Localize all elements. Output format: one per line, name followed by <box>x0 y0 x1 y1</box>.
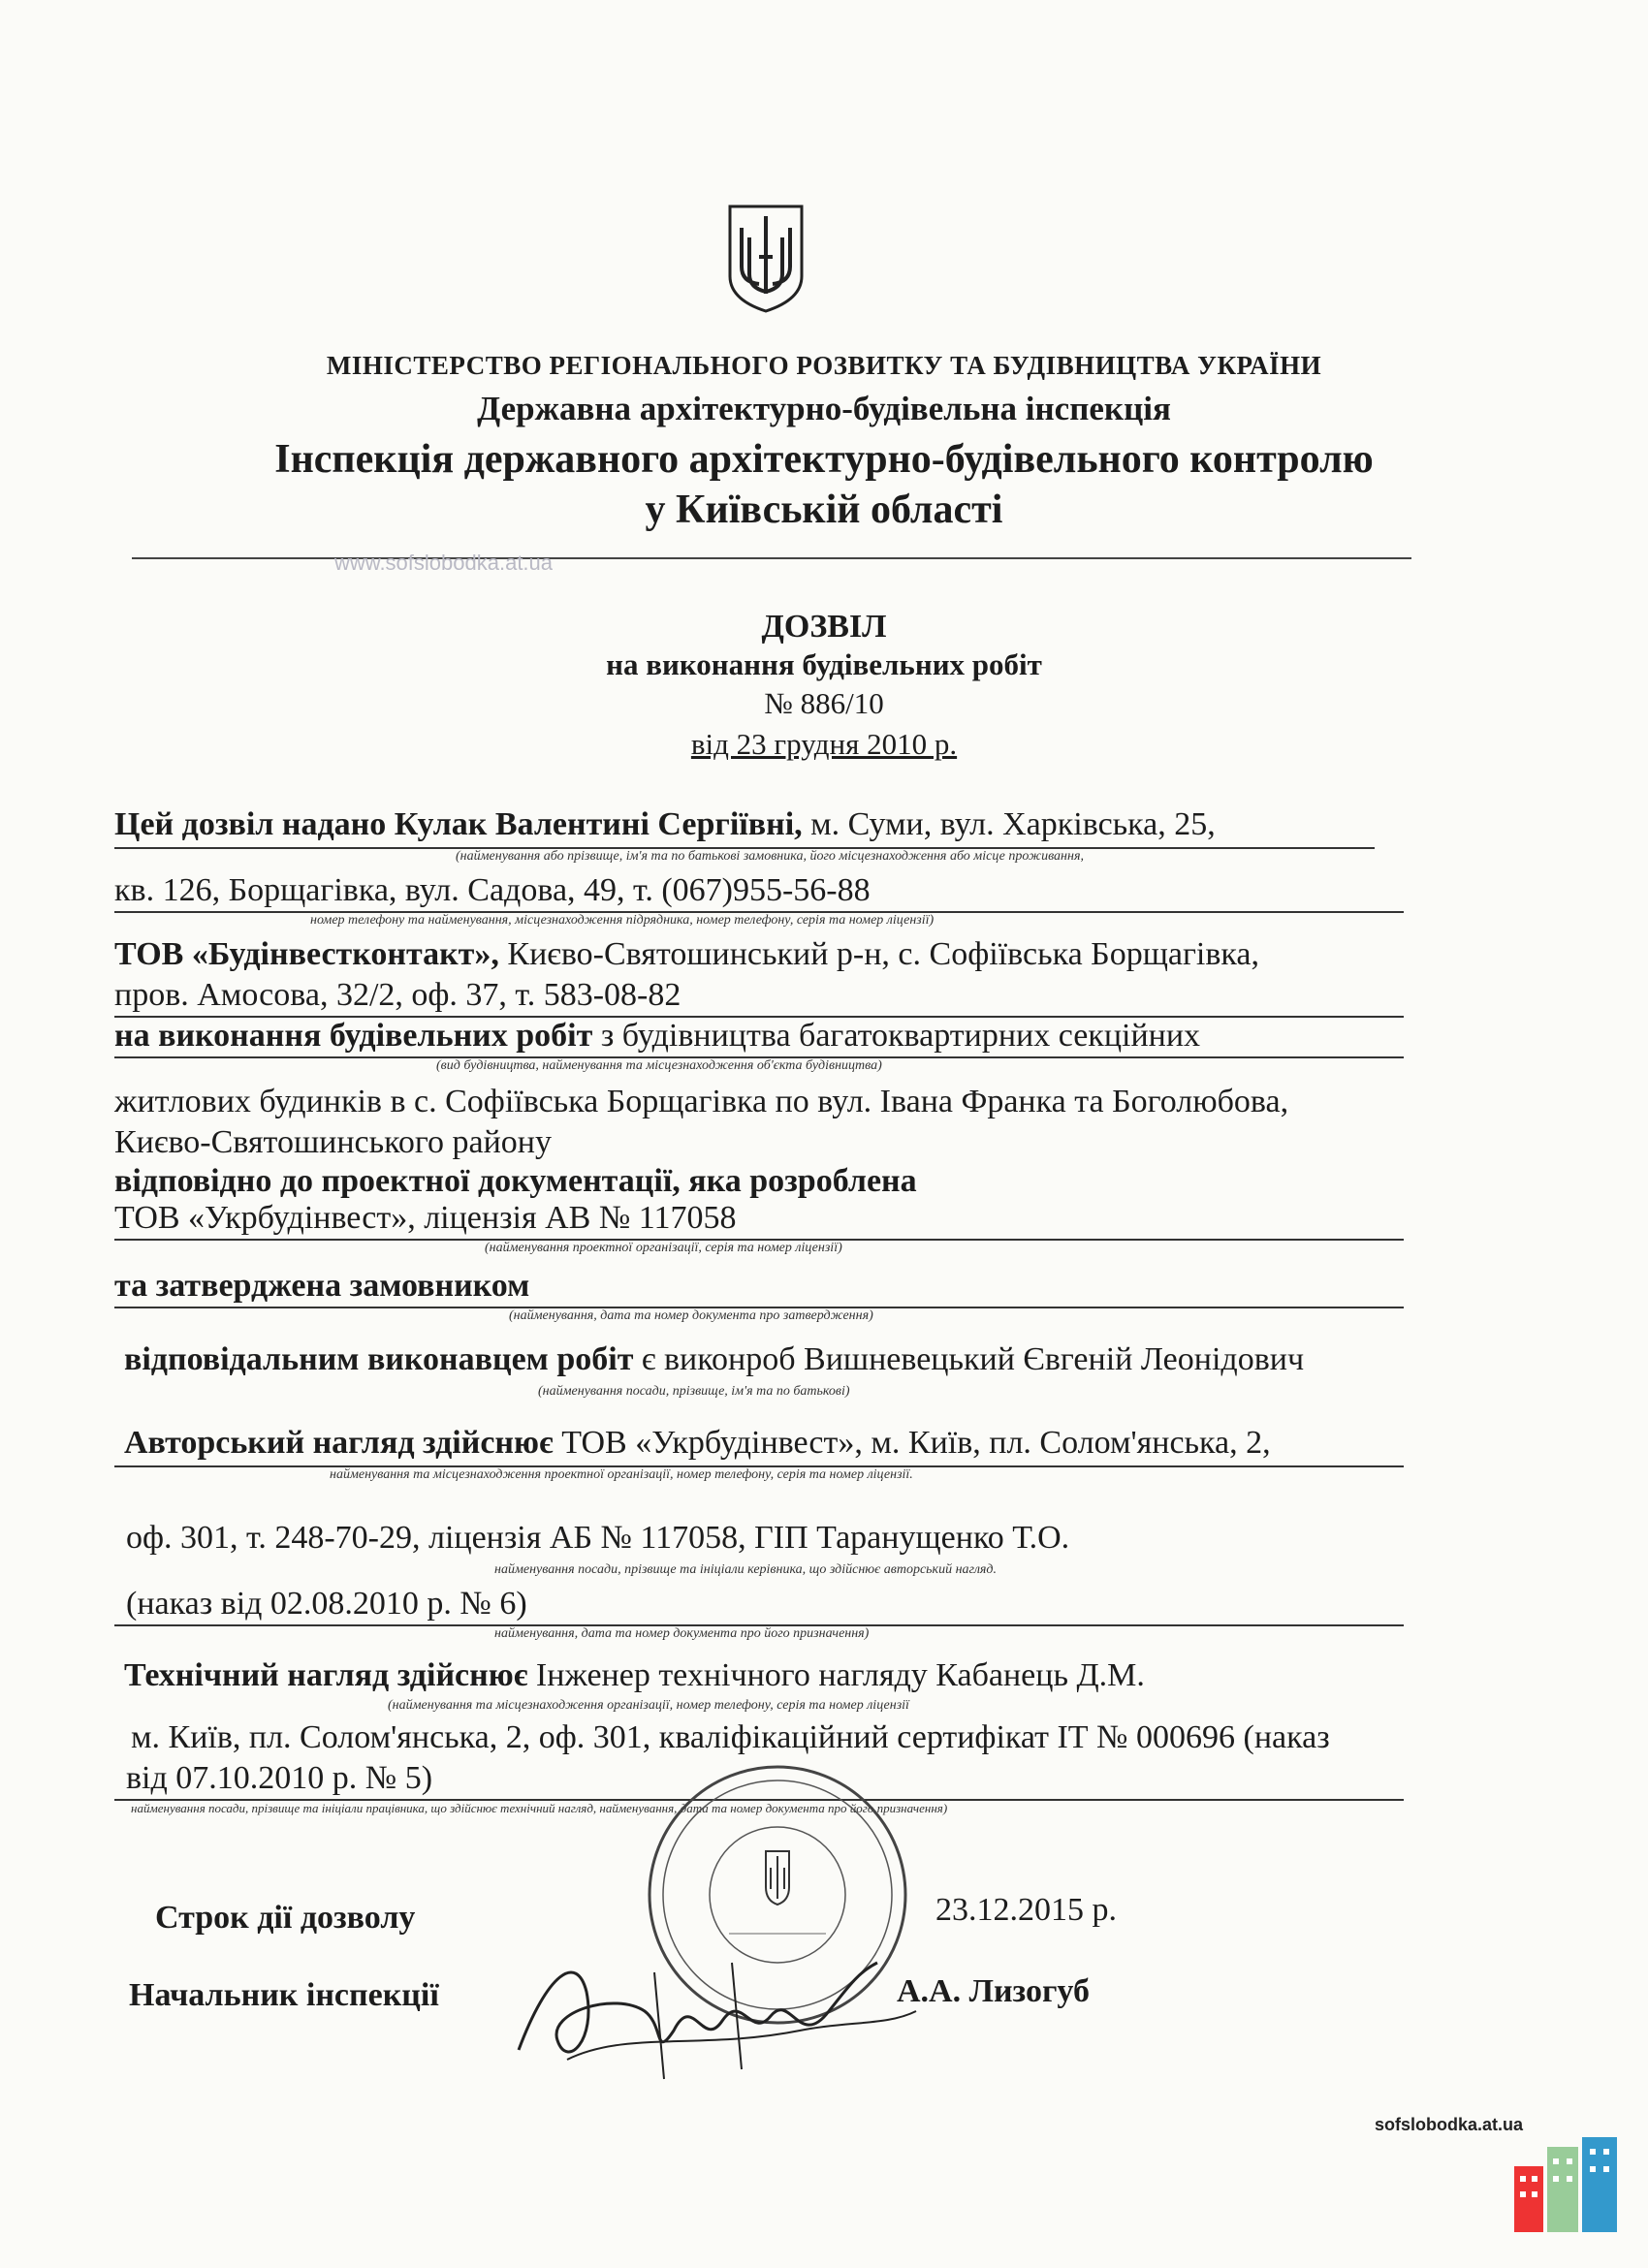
works-line <box>114 1018 1200 1055</box>
field-hint: (найменування та місцезнаходження організації, номер телефону, серія та номер ліцензії <box>388 1698 909 1713</box>
author-supervision-org: ТОВ «Укрбудінвест», м. Київ, пл. Солом'янська, 2, <box>553 1425 1271 1461</box>
responsible-line <box>124 1341 1304 1378</box>
contractor-line <box>114 936 1259 973</box>
responsible-label: відповідальним виконавцем робіт <box>124 1341 634 1377</box>
author-supervision-line2: оф. 301, т. 248-70-29, ліцензія АБ № 117058, ГІП Таранущенко Т.О. <box>126 1520 1070 1556</box>
author-supervision-line <box>124 1425 1271 1462</box>
agency-heading: Державна архітектурно-будівельна інспекція <box>477 390 1171 427</box>
watermark-text: www.sofslobodka.at.ua <box>334 551 554 575</box>
permit-number: № 886/10 <box>764 686 884 720</box>
field-hint: (найменування, дата та номер документа про затвердження) <box>509 1308 873 1323</box>
ministry-heading: МІНІСТЕРСТВО РЕГІОНАЛЬНОГО РОЗВИТКУ ТА БУДІВНИЦТВА УКРАЇНИ <box>326 351 1322 380</box>
tech-supervision-person: Інженер технічного нагляду Кабанець Д.М. <box>527 1657 1145 1693</box>
head-name: А.А. Лизогуб <box>897 1973 1090 2009</box>
designer-line: ТОВ «Укрбудінвест», ліцензія АВ № 117058 <box>114 1200 737 1236</box>
document-title: ДОЗВІЛ <box>761 609 887 645</box>
tech-supervision-label: Технічний нагляд здійснює <box>124 1657 528 1693</box>
contractor-address: пров. Амосова, 32/2, оф. 37, т. 583-08-82 <box>114 977 681 1013</box>
document-subtitle: на виконання будівельних робіт <box>606 647 1042 681</box>
field-hint: (найменування або прізвище, ім'я та по батькові замовника, його місцезнаходження або місце проживання, <box>456 849 1084 864</box>
site-logo-icon <box>1512 2137 1619 2234</box>
field-hint: (найменування проектної організації, серія та номер ліцензії) <box>485 1241 842 1255</box>
field-hint: найменування, дата та номер документа про його призначення) <box>494 1626 870 1641</box>
field-hint: (вид будівництва, найменування та місцезнаходження об'єкта будівництва) <box>436 1058 882 1073</box>
design-doc-label: відповідно до проектної документації, яка розроблена <box>114 1163 917 1199</box>
field-hint: (найменування посади, прізвище, ім'я та по батькові) <box>538 1384 850 1399</box>
tech-supervision-line <box>124 1657 1145 1694</box>
inspection-heading: Інспекція державного архітектурно-будівельного контролю <box>274 437 1374 482</box>
permit-date-text: від 23 грудня 2010 р. <box>690 727 958 761</box>
field-hint: номер телефону та найменування, місцезнаходження підрядника, номер телефону, серія та номер ліцензії) <box>310 913 935 928</box>
region-heading: у Київській області <box>645 488 1003 532</box>
validity-date: 23.12.2015 р. <box>935 1892 1117 1928</box>
field-hint: найменування посади, прізвище та ініціали працівника, що здійснює технічний нагляд, найменування, дата та номер документа про його призначення) <box>131 1801 948 1815</box>
issued-to-line <box>114 806 1216 843</box>
validity-label: Строк дії дозволу <box>155 1900 416 1936</box>
coat-of-arms-emblem <box>722 199 809 315</box>
tech-supervision-line2: м. Київ, пл. Солом'янська, 2, оф. 301, кваліфікаційний сертифікат ІТ № 000696 (наказ <box>131 1719 1330 1755</box>
field-hint: найменування та місцезнаходження проектної організації, номер телефону, серія та номер ліцензії. <box>330 1467 913 1482</box>
issued-to-line2: кв. 126, Борщагівка, вул. Садова, 49, т. (067)955-56-88 <box>114 872 871 908</box>
tech-supervision-line3: від 07.10.2010 р. № 5) <box>126 1760 433 1796</box>
object-line1: житлових будинків в с. Софіївська Борщагівка по вул. Івана Франка та Боголюбова, <box>114 1084 1289 1119</box>
handwritten-signature <box>509 1934 926 2089</box>
author-order: (наказ від 02.08.2010 р. № 6) <box>126 1586 527 1622</box>
header-divider <box>132 557 1411 559</box>
issued-to-label: Цей дозвіл надано Кулак Валентині Сергіївні, <box>114 806 803 842</box>
works-type: з будівництва багатоквартирних секційних <box>592 1018 1201 1054</box>
site-watermark: sofslobodka.at.ua <box>1375 2115 1524 2134</box>
issued-to-address: м. Суми, вул. Харківська, 25, <box>802 806 1216 842</box>
works-label: на виконання будівельних робіт <box>114 1018 593 1054</box>
permit-date <box>0 727 1648 762</box>
approved-label: та затверджена замовником <box>114 1268 530 1304</box>
contractor-name: ТОВ «Будінвестконтакт», <box>114 936 499 972</box>
author-supervision-label: Авторський нагляд здійснює <box>124 1425 554 1461</box>
head-label: Начальник інспекції <box>129 1977 439 2013</box>
field-hint: найменування посади, прізвище та ініціали керівника, що здійснює авторський нагляд. <box>494 1562 998 1577</box>
responsible-person: є виконроб Вишневецький Євгеній Леонідович <box>633 1341 1305 1377</box>
contractor-location: Києво-Святошинський р-н, с. Софіївська Борщагівка, <box>498 936 1259 972</box>
object-line2: Києво-Святошинського району <box>114 1124 552 1160</box>
